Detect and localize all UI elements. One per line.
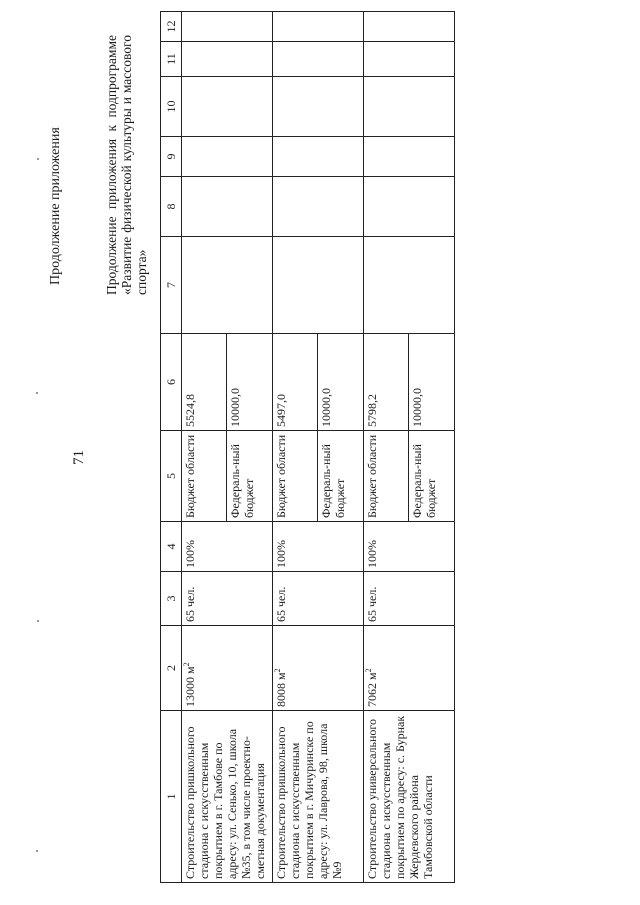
scan-speck: [37, 620, 39, 622]
area-unit-sup: 2: [364, 668, 373, 673]
percent-cell: 100%: [273, 522, 364, 572]
area-value: 13000 м: [183, 666, 197, 707]
empty-cell: [364, 237, 455, 334]
empty-cell: [182, 12, 273, 42]
column-number: 9: [161, 137, 182, 177]
empty-cell: [273, 237, 364, 334]
funding-source-federal: Федераль-ный бюджет: [317, 431, 362, 521]
empty-cell: [273, 77, 364, 137]
empty-cell: [364, 42, 455, 77]
column-number: 2: [161, 626, 182, 711]
scan-speck: [36, 850, 38, 852]
empty-cell: [364, 12, 455, 42]
percent-cell: 100%: [182, 522, 273, 572]
empty-cell: [364, 177, 455, 237]
empty-cell: [182, 177, 273, 237]
empty-cell: [182, 42, 273, 77]
column-number: 4: [161, 522, 182, 572]
amount-cell: [182, 334, 273, 431]
funding-source-cell: [273, 431, 364, 522]
funding-source-federal: Федераль-ный бюджет: [226, 431, 271, 521]
percent-cell: 100%: [364, 522, 455, 572]
empty-cell: [364, 137, 455, 177]
amount-cell: [364, 334, 455, 431]
column-number: 1: [161, 711, 182, 883]
amount-regional: 5524,8: [183, 394, 197, 427]
empty-cell: [182, 77, 273, 137]
empty-cell: [273, 12, 364, 42]
scan-speck: [37, 158, 39, 160]
people-cell: 65 чел.: [273, 572, 364, 626]
funding-source-cell: [364, 431, 455, 522]
amount-regional: 5798,2: [365, 394, 379, 427]
page-number: 71: [71, 450, 87, 465]
amount-regional: 5497,0: [274, 394, 288, 427]
column-number: 6: [161, 334, 182, 431]
project-description: Строительство пришкольного стадиона с искусственным покрытием в г. Мичуринске по адресу: ул. Лаврова, 98, школа №9: [273, 711, 364, 883]
header-title: Продолжение приложения: [48, 127, 63, 285]
appendix-note: Продолжение приложения к подпрограмме «Развитие физической культуры и массового спорта»: [104, 35, 149, 295]
empty-cell: [182, 237, 273, 334]
area-cell: [273, 626, 364, 711]
amount-federal: 10000,0: [226, 334, 271, 430]
empty-cell: [182, 137, 273, 177]
scan-speck: [36, 392, 38, 394]
column-number: 10: [161, 77, 182, 137]
amount-federal: 10000,0: [317, 334, 362, 430]
table-row: [364, 12, 455, 883]
project-description: Строительство пришкольного стадиона с искусственным покрытием в г. Тамбове по адресу: ул. Сенько, 10, школа №35, в том числе проектно-сметная документация: [182, 711, 273, 883]
funding-source-regional: Бюджет области: [183, 434, 197, 518]
area-value: 7062 м: [365, 672, 379, 707]
column-number: 12: [161, 12, 182, 42]
area-unit-sup: 2: [273, 668, 282, 673]
empty-cell: [364, 77, 455, 137]
funding-source-regional: Бюджет области: [365, 434, 379, 518]
area-unit-sup: 2: [182, 662, 191, 667]
column-number: 3: [161, 572, 182, 626]
column-numbers-row: [161, 12, 182, 883]
empty-cell: [273, 42, 364, 77]
area-cell: [364, 626, 455, 711]
funding-source-regional: Бюджет области: [274, 434, 288, 518]
table-row: [182, 12, 273, 883]
program-table: [160, 11, 455, 883]
people-cell: 65 чел.: [364, 572, 455, 626]
amount-federal: 10000,0: [408, 334, 453, 430]
people-cell: 65 чел.: [182, 572, 273, 626]
table-row: [273, 12, 364, 883]
column-number: 8: [161, 177, 182, 237]
project-description: Строительство универсального стадиона с искусственным покрытием по адресу: с. Бурнак Жердевского района Тамбовской области: [364, 711, 455, 883]
area-value: 8008 м: [274, 672, 288, 707]
area-cell: [182, 626, 273, 711]
empty-cell: [273, 177, 364, 237]
empty-cell: [273, 137, 364, 177]
column-number: 11: [161, 42, 182, 77]
funding-source-cell: [182, 431, 273, 522]
column-number: 7: [161, 237, 182, 334]
funding-source-federal: Федераль-ный бюджет: [408, 431, 453, 521]
column-number: 5: [161, 431, 182, 522]
amount-cell: [273, 334, 364, 431]
